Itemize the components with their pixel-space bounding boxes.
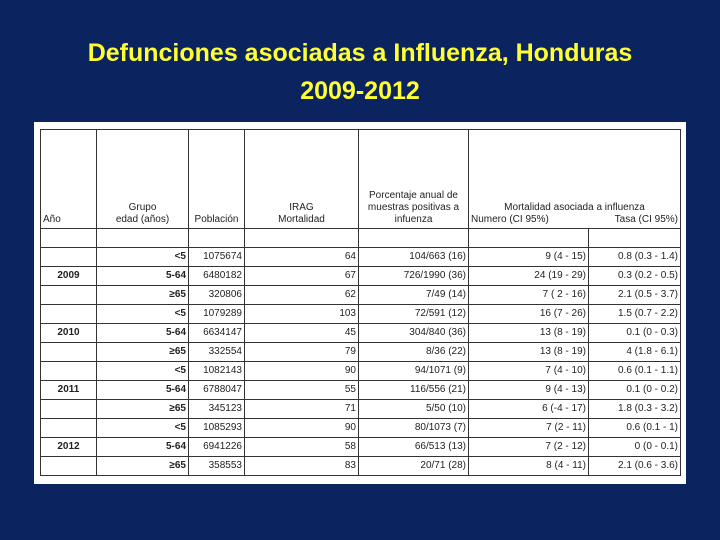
cell-irag-mortality: 79 [245, 343, 359, 362]
cell-age-group: 5-64 [97, 267, 189, 286]
cell-age-group: ≥65 [97, 343, 189, 362]
cell-irag-mortality: 67 [245, 267, 359, 286]
cell-irag-mortality: 90 [245, 362, 359, 381]
cell-age-group: <5 [97, 305, 189, 324]
cell-population: 1079289 [189, 305, 245, 324]
spacer-row [41, 229, 681, 248]
header-mortality-subheaders [471, 214, 678, 226]
cell-positive-percentage: 7/49 (14) [359, 286, 469, 305]
table-row [41, 362, 681, 381]
table-header-row [41, 130, 681, 229]
cell-mortality-rate: 0.6 (0.1 - 1.1) [589, 362, 681, 381]
cell-positive-percentage: 66/513 (13) [359, 438, 469, 457]
cell-population: 6634147 [189, 324, 245, 343]
cell-age-group: <5 [97, 248, 189, 267]
cell-year: 2012 [41, 438, 97, 457]
mortality-table [40, 129, 681, 476]
cell-age-group: ≥65 [97, 400, 189, 419]
cell-age-group: <5 [97, 419, 189, 438]
cell-positive-percentage: 104/663 (16) [359, 248, 469, 267]
header-irag [245, 130, 359, 229]
header-population: Población [189, 130, 245, 229]
slide-title [0, 34, 720, 110]
spacer-cell [41, 229, 97, 248]
header-mortality-number: Numero (CI 95%) [471, 214, 549, 225]
slide-title-line1: Defunciones asociadas a Influenza, Honduras [87, 39, 633, 67]
cell-age-group: ≥65 [97, 457, 189, 476]
spacer-cell [589, 229, 681, 248]
cell-mortality-number: 16 (7 - 26) [469, 305, 589, 324]
cell-irag-mortality: 45 [245, 324, 359, 343]
cell-positive-percentage: 72/591 (12) [359, 305, 469, 324]
cell-year: 2009 [41, 267, 97, 286]
cell-year [41, 305, 97, 324]
header-pct-line2: muestras positivas a [367, 202, 460, 213]
cell-year [41, 248, 97, 267]
cell-positive-percentage: 8/36 (22) [359, 343, 469, 362]
cell-irag-mortality: 62 [245, 286, 359, 305]
cell-mortality-rate: 0.1 (0 - 0.2) [589, 381, 681, 400]
cell-mortality-number: 7 (2 - 11) [469, 419, 589, 438]
table-image-card [34, 122, 686, 484]
cell-mortality-rate: 0 (0 - 0.1) [589, 438, 681, 457]
cell-mortality-number: 9 (4 - 15) [469, 248, 589, 267]
cell-population: 332554 [189, 343, 245, 362]
table-row [41, 419, 681, 438]
cell-year [41, 362, 97, 381]
cell-irag-mortality: 103 [245, 305, 359, 324]
cell-positive-percentage: 5/50 (10) [359, 400, 469, 419]
cell-mortality-rate: 4 (1.8 - 6.1) [589, 343, 681, 362]
header-group-line1: Grupo [128, 202, 157, 213]
cell-irag-mortality: 71 [245, 400, 359, 419]
cell-age-group: ≥65 [97, 286, 189, 305]
cell-positive-percentage: 94/1071 (9) [359, 362, 469, 381]
header-percentage [359, 130, 469, 229]
spacer-cell [245, 229, 359, 248]
cell-population: 1075674 [189, 248, 245, 267]
cell-mortality-rate: 0.6 (0.1 - 1) [589, 419, 681, 438]
cell-age-group: 5-64 [97, 438, 189, 457]
slide-title-line2: 2009-2012 [300, 77, 420, 105]
table-row [41, 286, 681, 305]
cell-mortality-rate: 0.8 (0.3 - 1.4) [589, 248, 681, 267]
spacer-cell [469, 229, 589, 248]
cell-mortality-rate: 0.3 (0.2 - 0.5) [589, 267, 681, 286]
cell-positive-percentage: 80/1073 (7) [359, 419, 469, 438]
cell-age-group: 5-64 [97, 324, 189, 343]
table-row [41, 438, 681, 457]
cell-mortality-number: 7 (2 - 12) [469, 438, 589, 457]
cell-population: 320806 [189, 286, 245, 305]
header-irag-line1: IRAG [289, 202, 314, 213]
cell-population: 6788047 [189, 381, 245, 400]
cell-irag-mortality: 83 [245, 457, 359, 476]
spacer-cell [189, 229, 245, 248]
cell-year [41, 400, 97, 419]
spacer-cell [97, 229, 189, 248]
table-body [41, 229, 681, 476]
cell-population: 345123 [189, 400, 245, 419]
cell-mortality-number: 7 ( 2 - 16) [469, 286, 589, 305]
table-row [41, 400, 681, 419]
cell-year [41, 343, 97, 362]
cell-year [41, 457, 97, 476]
cell-age-group: 5-64 [97, 381, 189, 400]
header-pct-line1: Porcentaje anual de [369, 190, 458, 201]
cell-population: 6480182 [189, 267, 245, 286]
cell-irag-mortality: 90 [245, 419, 359, 438]
table-row [41, 381, 681, 400]
cell-mortality-rate: 1.5 (0.7 - 2.2) [589, 305, 681, 324]
cell-year [41, 419, 97, 438]
table-row [41, 457, 681, 476]
table-row [41, 305, 681, 324]
cell-mortality-rate: 2.1 (0.6 - 3.6) [589, 457, 681, 476]
cell-population: 358553 [189, 457, 245, 476]
cell-positive-percentage: 726/1990 (36) [359, 267, 469, 286]
cell-mortality-number: 7 (4 - 10) [469, 362, 589, 381]
cell-irag-mortality: 64 [245, 248, 359, 267]
header-year: Año [41, 130, 97, 229]
header-group-line2: edad (años) [115, 214, 170, 225]
spacer-cell [359, 229, 469, 248]
cell-mortality-number: 6 (-4 - 17) [469, 400, 589, 419]
cell-mortality-number: 9 (4 - 13) [469, 381, 589, 400]
header-mortality [469, 130, 681, 229]
cell-mortality-number: 8 (4 - 11) [469, 457, 589, 476]
cell-mortality-rate: 0.1 (0 - 0.3) [589, 324, 681, 343]
cell-year: 2011 [41, 381, 97, 400]
cell-mortality-number: 13 (8 - 19) [469, 324, 589, 343]
cell-mortality-rate: 1.8 (0.3 - 3.2) [589, 400, 681, 419]
cell-irag-mortality: 58 [245, 438, 359, 457]
table-row [41, 324, 681, 343]
cell-population: 1082143 [189, 362, 245, 381]
cell-mortality-rate: 2.1 (0.5 - 3.7) [589, 286, 681, 305]
header-pct-line3: infuenza [394, 214, 433, 225]
cell-population: 6941226 [189, 438, 245, 457]
table-row [41, 343, 681, 362]
header-mortality-title: Mortalidad asociada a influenza [504, 202, 645, 213]
table-row [41, 267, 681, 286]
cell-year [41, 286, 97, 305]
header-mortality-rate: Tasa (CI 95%) [614, 214, 679, 225]
table-row [41, 248, 681, 267]
cell-positive-percentage: 116/556 (21) [359, 381, 469, 400]
cell-year: 2010 [41, 324, 97, 343]
cell-population: 1085293 [189, 419, 245, 438]
cell-positive-percentage: 20/71 (28) [359, 457, 469, 476]
header-irag-line2: Mortalidad [278, 214, 325, 225]
cell-positive-percentage: 304/840 (36) [359, 324, 469, 343]
cell-mortality-number: 13 (8 - 19) [469, 343, 589, 362]
cell-irag-mortality: 55 [245, 381, 359, 400]
cell-mortality-number: 24 (19 - 29) [469, 267, 589, 286]
cell-age-group: <5 [97, 362, 189, 381]
header-group [97, 130, 189, 229]
